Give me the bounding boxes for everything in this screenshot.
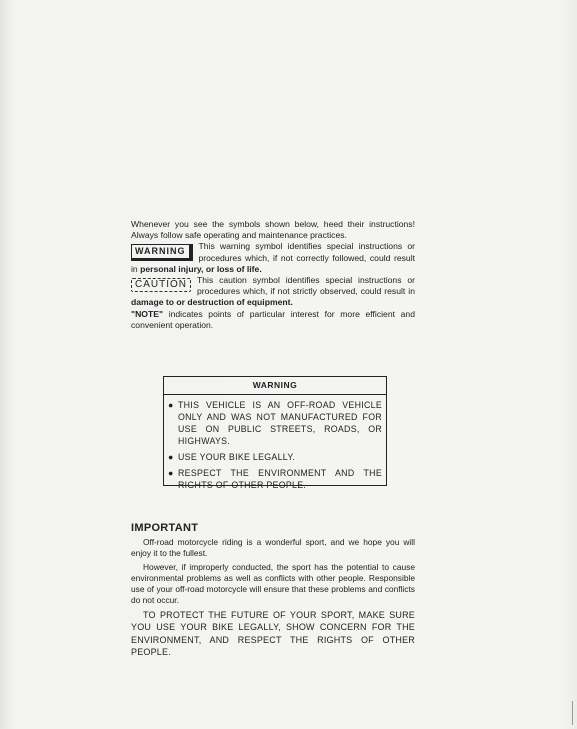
intro-line: Whenever you see the symbols shown below, heed their instructions! Always follow safe operating and maintenance practices. (131, 219, 415, 241)
warning-list (164, 395, 386, 491)
note-label: "NOTE" (131, 308, 164, 319)
important-paragraph: Off-road motorcycle riding is a wonderful sport, and we hope you will enjoy it to the fullest. (131, 537, 415, 559)
warning-box (163, 376, 387, 490)
warning-item (168, 451, 382, 463)
caution-consequence: damage to or destruction of equipment. (131, 297, 293, 308)
bullet-icon: ● (168, 452, 174, 462)
important-paragraph: However, if improperly conducted, the sport has the potential to cause environmental problems as well as conflicts with other people. Responsible use of your off-road motorcycle will ensure that these problems and conflicts do not occur. (131, 561, 415, 606)
symbols-intro (131, 219, 415, 331)
bullet-icon: ● (168, 468, 174, 478)
note-text: indicates points of particular interest for more efficient and convenient operation. (131, 308, 415, 330)
warning-item-text: USE YOUR BIKE LEGALLY. (178, 452, 296, 462)
caution-symbol-row (131, 275, 415, 309)
warning-item-text: THIS VEHICLE IS AN OFF-ROAD VEHICLE ONLY AND WAS NOT MANUFACTURED FOR USE ON PUBLIC STREETS, ROADS, OR HIGHWAYS. (178, 400, 382, 446)
warning-item (168, 467, 382, 491)
warning-symbol-text: This warning symbol identifies special instructions or procedures which, if not correctly followed, could result in (131, 241, 415, 274)
important-title: IMPORTANT (131, 522, 199, 534)
note-line (131, 309, 415, 331)
caution-badge: CAUTION (131, 278, 191, 292)
bullet-icon: ● (168, 400, 174, 410)
caution-symbol-text: This caution symbol identifies special instructions or procedures which, if not strictly observed, could result in (197, 275, 415, 297)
warning-badge: WARNING (131, 244, 193, 261)
warning-item-text: RESPECT THE ENVIRONMENT AND THE RIGHTS OF OTHER PEOPLE. (178, 468, 382, 490)
page-corner-mark (562, 701, 573, 725)
important-section (131, 522, 415, 659)
warning-item (168, 399, 382, 447)
warning-consequence: personal injury, or loss of life. (140, 263, 262, 274)
warning-symbol-row (131, 241, 415, 275)
warning-box-title: WARNING (164, 377, 386, 395)
important-caps-paragraph: TO PROTECT THE FUTURE OF YOUR SPORT, MAKE SURE YOU USE YOUR BIKE LEGALLY, SHOW CONCERN FOR THE ENVIRONMENT, AND RESPECT THE RIGHTS OF OTHER PEOPLE. (131, 609, 415, 658)
